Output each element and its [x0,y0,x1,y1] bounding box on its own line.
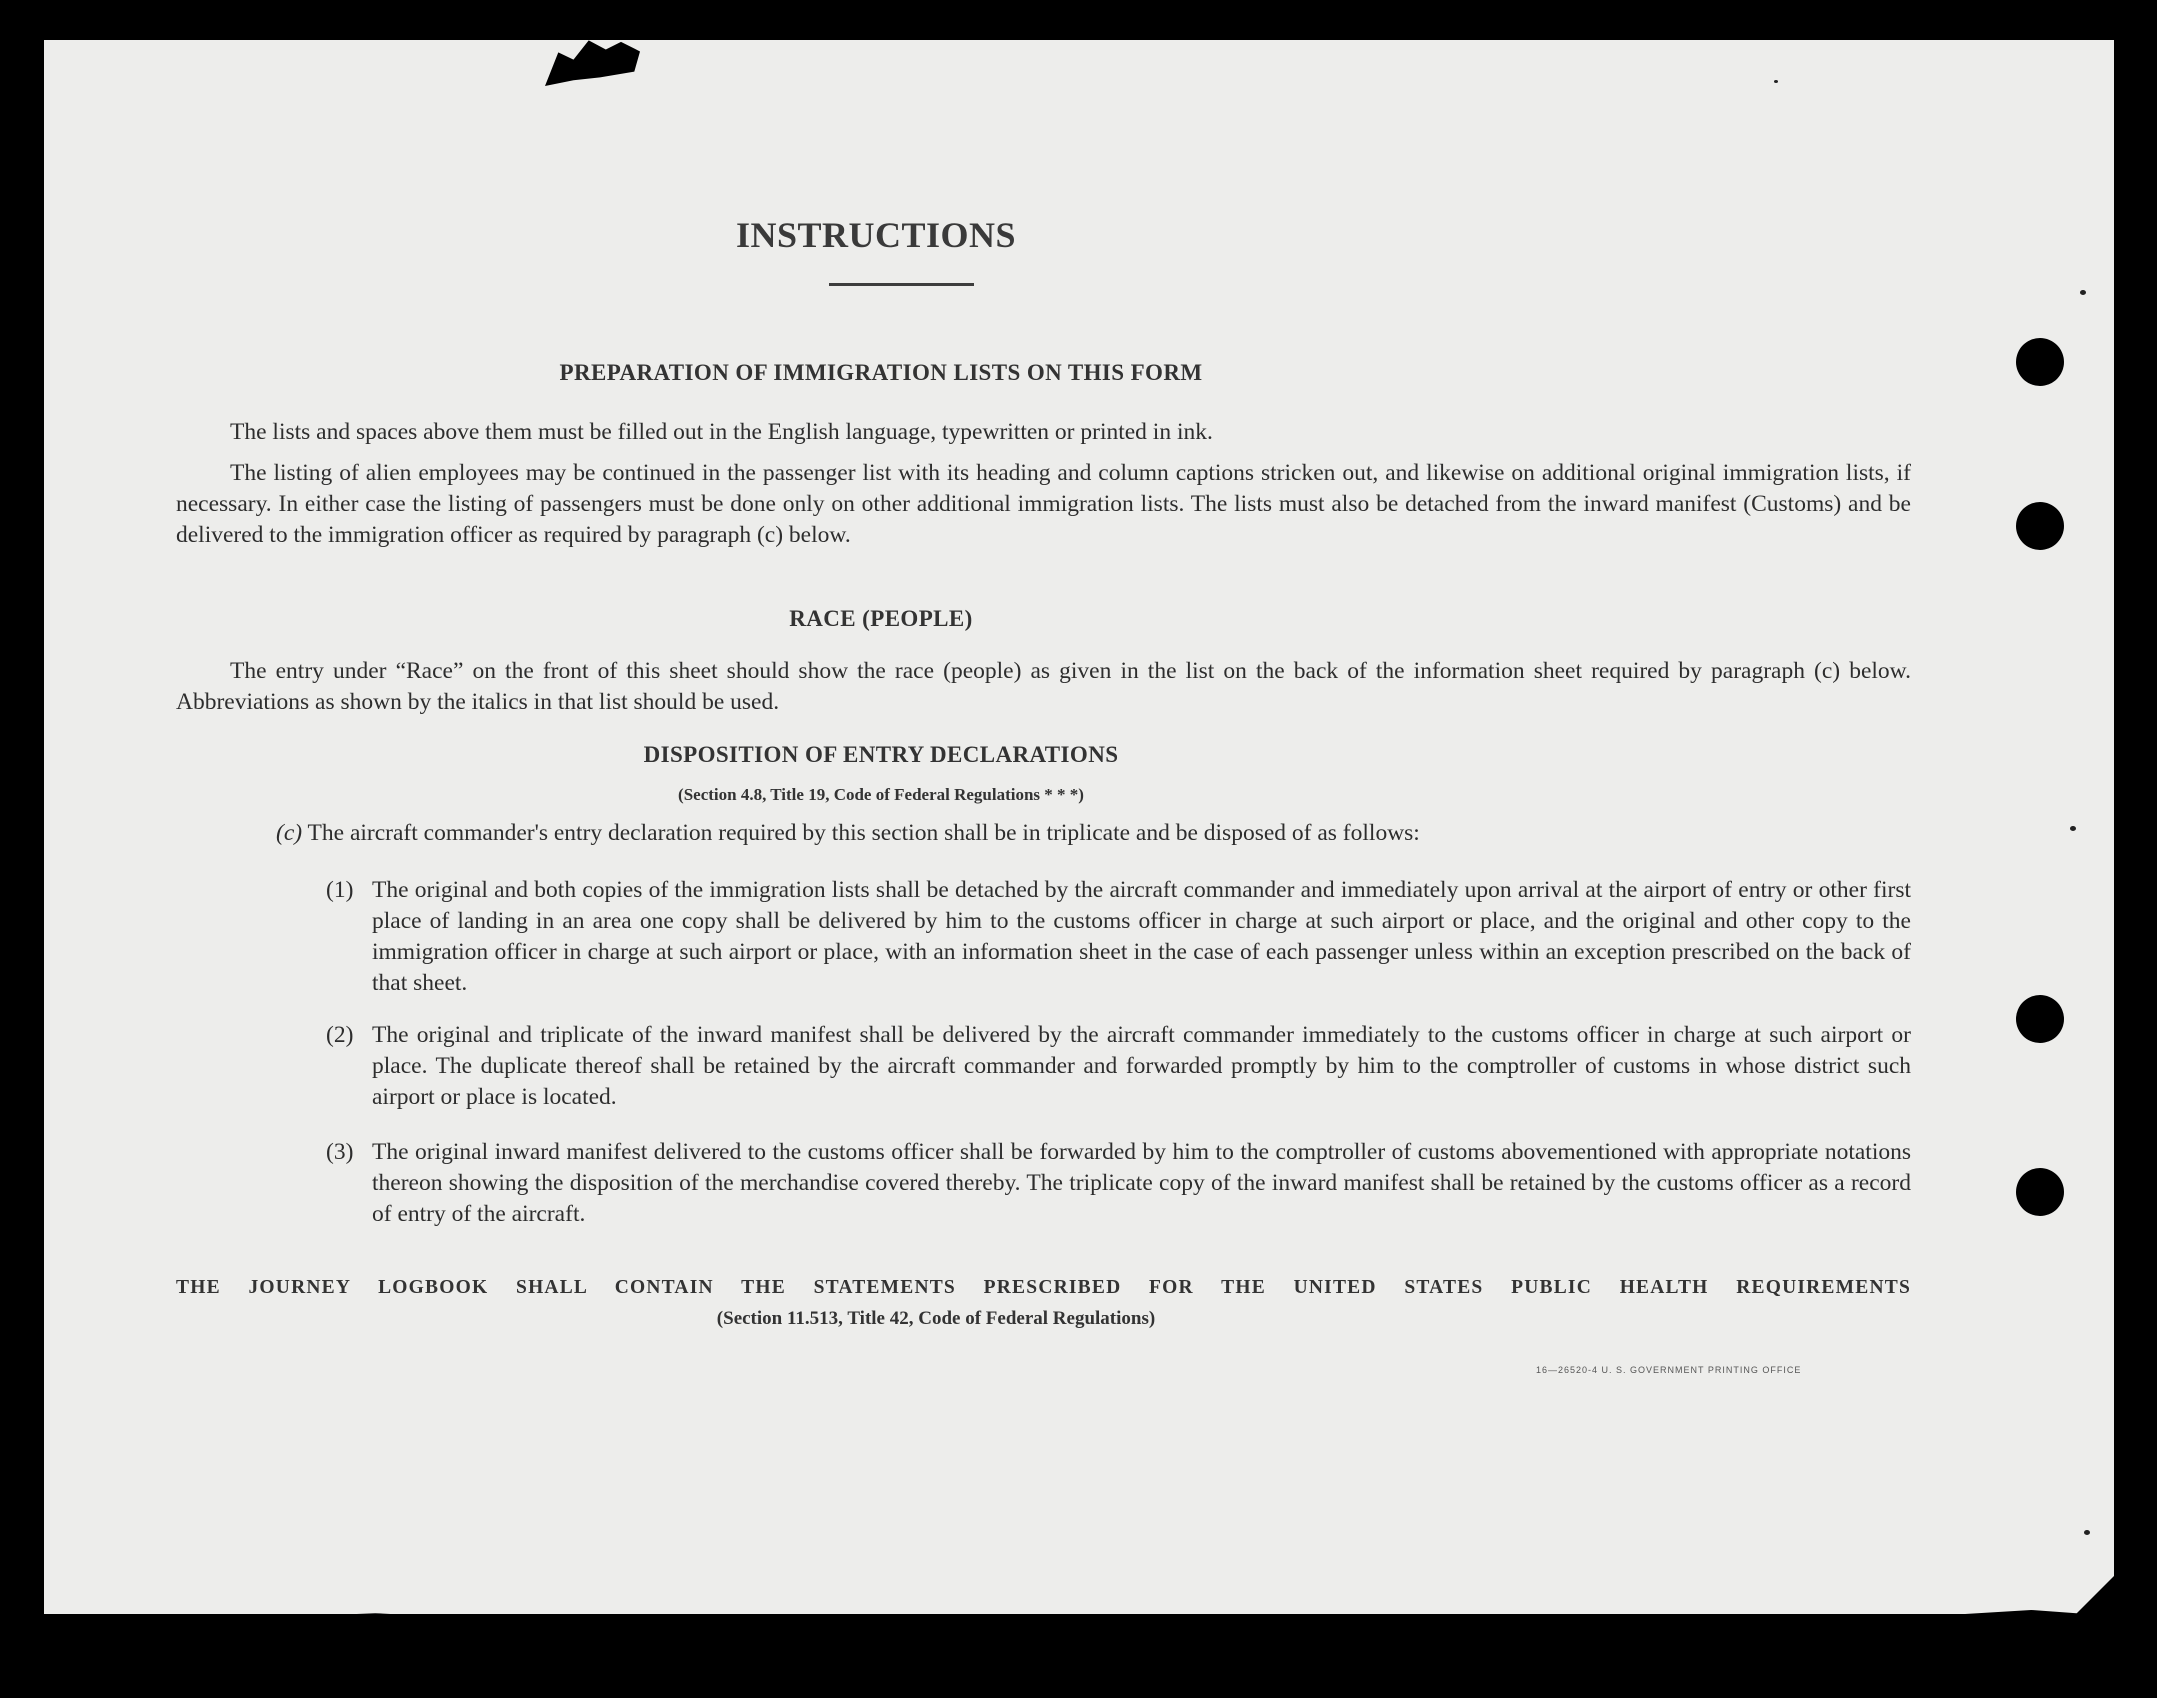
disposition-item [326,1020,1911,1113]
printer-imprint: 16—26520-4 U. S. GOVERNMENT PRINTING OFFICE [1536,1365,1802,1375]
title-rule [829,283,974,286]
document-title: INSTRUCTIONS [735,215,1017,255]
item-number: (1) [326,877,354,903]
speck [1774,80,1778,83]
disposition-heading: DISPOSITION OF ENTRY DECLARATIONS [643,742,1119,767]
disposition-item [326,1137,1911,1230]
logbook-statement: THE JOURNEY LOGBOOK SHALL CONTAIN THE STATEMENTS PRESCRIBED FOR THE UNITED STATES PUBLIC HEALTH REQUIREMENTS [176,1277,1911,1298]
item-number: (3) [326,1139,354,1165]
speck [2084,1530,2090,1535]
punch-hole [2016,1168,2064,1216]
lead-text: The aircraft commander's entry declaration required by this section shall be in triplicate and be disposed of as follows: [307,820,1420,846]
paragraph-label: (c) [276,820,303,846]
race-paragraph: The entry under “Race” on the front of this sheet should show the race (people) as given in the list on the back of the information sheet required by paragraph (c) below. Abbreviations as shown by the italics in that list should be used. [176,658,1911,715]
speck [2080,290,2086,295]
punch-hole [2016,995,2064,1043]
preparation-heading: PREPARATION OF IMMIGRATION LISTS ON THIS FORM [559,360,1203,385]
preparation-paragraph: The lists and spaces above them must be filled out in the English language, typewritten or printed in ink. [230,419,1213,445]
race-heading: RACE (PEOPLE) [789,606,973,631]
disposition-citation: (Section 4.8, Title 19, Code of Federal Regulations * * *) [678,785,1084,804]
item-number: (2) [326,1022,354,1048]
disposition-item [326,875,1911,999]
punch-hole [2016,338,2064,386]
preparation-paragraph: The listing of alien employees may be continued in the passenger list with its heading and column captions stricken out, and likewise on additional original immigration lists, if necessary. In either case the listing of passengers must be done only on other additional immigration lists. The lists must also be detached from the inward manifest (Customs) and be delivered to the immigration officer as required by paragraph (c) below. [176,460,1911,548]
item-text: The original and both copies of the immigration lists shall be detached by the aircraft commander and immediately upon arrival at the airport of entry or other first place of landing in an area one copy shall be delivered by him to the customs officer in charge at such airport or place, and the original and other copy to the immigration officer in charge at such airport or place, with an information sheet in the case of each passenger unless within an exception prescribed on the back of that sheet. [372,877,1911,996]
logbook-citation: (Section 11.513, Title 42, Code of Federal Regulations) [716,1308,1156,1329]
punch-hole [2016,502,2064,550]
item-text: The original and triplicate of the inward manifest shall be delivered by the aircraft commander immediately to the customs officer in charge at such airport or place. The duplicate thereof shall be retained by the aircraft commander and forwarded promptly by him to the comptroller of customs in whose district such airport or place is located. [372,1022,1911,1110]
item-text: The original inward manifest delivered to the customs officer shall be forwarded by him to the comptroller of customs abovementioned with appropriate notations thereon showing the disposition of the merchandise covered thereby. The triplicate copy of the inward manifest shall be retained by the customs officer as a record of entry of the aircraft. [372,1139,1911,1227]
speck [2070,826,2076,831]
disposition-lead [276,818,1911,849]
